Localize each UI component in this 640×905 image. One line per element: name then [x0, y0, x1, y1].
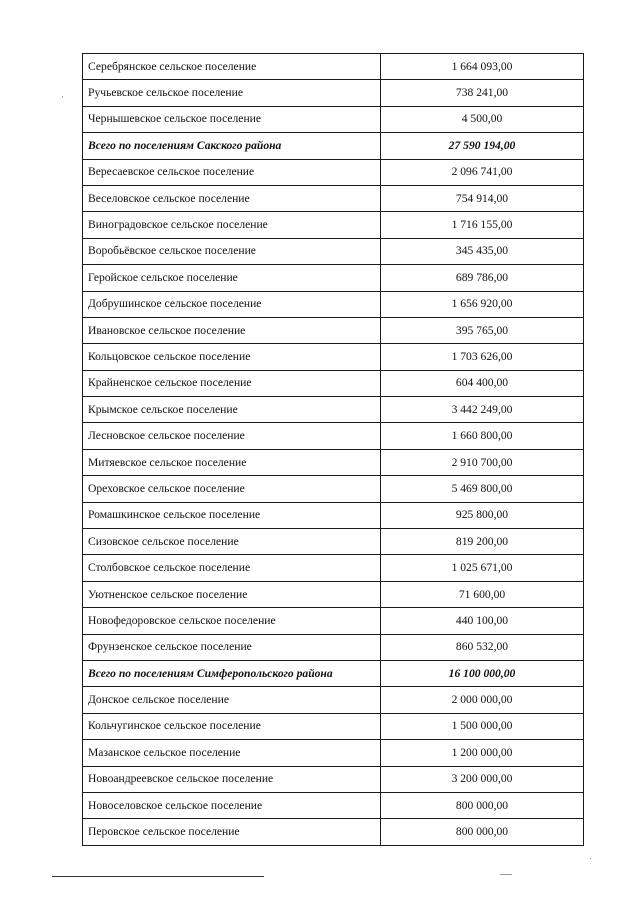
table-row	[83, 265, 584, 291]
settlement-name: Ореховское сельское поселение	[83, 476, 381, 502]
settlement-name: Воробьёвское сельское поселение	[83, 238, 381, 264]
table-row	[83, 80, 584, 106]
settlement-amount: 738 241,00	[381, 80, 584, 106]
table-row	[83, 713, 584, 739]
settlement-amount: 1 500 000,00	[381, 713, 584, 739]
settlement-amount: 395 765,00	[381, 317, 584, 343]
settlement-name: Ромашкинское сельское поселение	[83, 502, 381, 528]
settlement-name: Новоселовское сельское поселение	[83, 792, 381, 818]
table-row	[83, 502, 584, 528]
settlement-name: Лесновское сельское поселение	[83, 423, 381, 449]
district-total-label: Всего по поселениям Симферопольского района	[83, 660, 381, 686]
table-row	[83, 476, 584, 502]
settlement-name: Кольцовское сельское поселение	[83, 344, 381, 370]
settlement-name: Вересаевское сельское поселение	[83, 159, 381, 185]
settlement-amount: 604 400,00	[381, 370, 584, 396]
settlement-amount: 1 703 626,00	[381, 344, 584, 370]
table-row	[83, 634, 584, 660]
settlement-amount: 3 442 249,00	[381, 397, 584, 423]
settlement-name: Кольчугинское сельское поселение	[83, 713, 381, 739]
settlement-amount: 2 096 741,00	[381, 159, 584, 185]
table-row	[83, 185, 584, 211]
settlement-amount: 800 000,00	[381, 792, 584, 818]
settlement-name: Веселовское сельское поселение	[83, 185, 381, 211]
scan-speck	[590, 858, 591, 859]
table-row	[83, 159, 584, 185]
table-row	[83, 529, 584, 555]
table-row	[83, 819, 584, 845]
table-row	[83, 212, 584, 238]
settlement-name: Сизовское сельское поселение	[83, 529, 381, 555]
settlement-amount: 1 025 671,00	[381, 555, 584, 581]
settlement-amount: 689 786,00	[381, 265, 584, 291]
settlement-name: Донское сельское поселение	[83, 687, 381, 713]
settlement-amount: 2 910 700,00	[381, 449, 584, 475]
settlement-name: Ручьевское сельское поселение	[83, 80, 381, 106]
settlement-budget-table	[82, 53, 584, 846]
table-row	[83, 397, 584, 423]
table-row	[83, 792, 584, 818]
district-total-label: Всего по поселениям Сакского района	[83, 133, 381, 159]
settlement-name: Митяевское сельское поселение	[83, 449, 381, 475]
settlement-name: Добрушинское сельское поселение	[83, 291, 381, 317]
settlement-name: Геройское сельское поселение	[83, 265, 381, 291]
settlement-name: Крайненское сельское поселение	[83, 370, 381, 396]
district-total-amount: 16 100 000,00	[381, 660, 584, 686]
settlement-amount: 800 000,00	[381, 819, 584, 845]
settlement-name: Новоандреевское сельское поселение	[83, 766, 381, 792]
table-row	[83, 581, 584, 607]
table-row	[83, 423, 584, 449]
settlement-name: Новофедоровское сельское поселение	[83, 608, 381, 634]
settlement-name: Перовское сельское поселение	[83, 819, 381, 845]
settlement-name: Крымское сельское поселение	[83, 397, 381, 423]
table-row	[83, 687, 584, 713]
table-row	[83, 54, 584, 80]
table-body	[83, 54, 584, 846]
table-row	[83, 766, 584, 792]
table-row	[83, 291, 584, 317]
settlement-name: Ивановское сельское поселение	[83, 317, 381, 343]
settlement-amount: 5 469 800,00	[381, 476, 584, 502]
table-row	[83, 370, 584, 396]
settlement-name: Уютненское сельское поселение	[83, 581, 381, 607]
settlement-amount: 1 200 000,00	[381, 740, 584, 766]
settlement-amount: 4 500,00	[381, 106, 584, 132]
table-row	[83, 608, 584, 634]
settlement-amount: 754 914,00	[381, 185, 584, 211]
settlement-amount: 1 716 155,00	[381, 212, 584, 238]
settlement-name: Серебрянское сельское поселение	[83, 54, 381, 80]
table-row	[83, 344, 584, 370]
settlement-name: Мазанское сельское поселение	[83, 740, 381, 766]
settlement-amount: 860 532,00	[381, 634, 584, 660]
settlement-amount: 2 000 000,00	[381, 687, 584, 713]
settlement-amount: 345 435,00	[381, 238, 584, 264]
district-total-amount: 27 590 194,00	[381, 133, 584, 159]
settlement-amount: 819 200,00	[381, 529, 584, 555]
settlement-amount: 1 664 093,00	[381, 54, 584, 80]
settlement-amount: 1 660 800,00	[381, 423, 584, 449]
table-row	[83, 317, 584, 343]
table-row	[83, 238, 584, 264]
table-row	[83, 106, 584, 132]
settlement-name: Чернышевское сельское поселение	[83, 106, 381, 132]
scan-speck	[62, 96, 63, 97]
settlement-amount: 71 600,00	[381, 581, 584, 607]
footer-rule	[52, 876, 264, 877]
settlement-amount: 925 800,00	[381, 502, 584, 528]
footer-mark	[500, 874, 512, 875]
settlement-amount: 1 656 920,00	[381, 291, 584, 317]
settlement-name: Столбовское сельское поселение	[83, 555, 381, 581]
table-row	[83, 449, 584, 475]
settlement-amount: 440 100,00	[381, 608, 584, 634]
table-row	[83, 740, 584, 766]
table-row	[83, 555, 584, 581]
table-total-row	[83, 133, 584, 159]
table-total-row	[83, 660, 584, 686]
settlement-amount: 3 200 000,00	[381, 766, 584, 792]
settlement-name: Фрунзенское сельское поселение	[83, 634, 381, 660]
settlement-name: Виноградовское сельское поселение	[83, 212, 381, 238]
